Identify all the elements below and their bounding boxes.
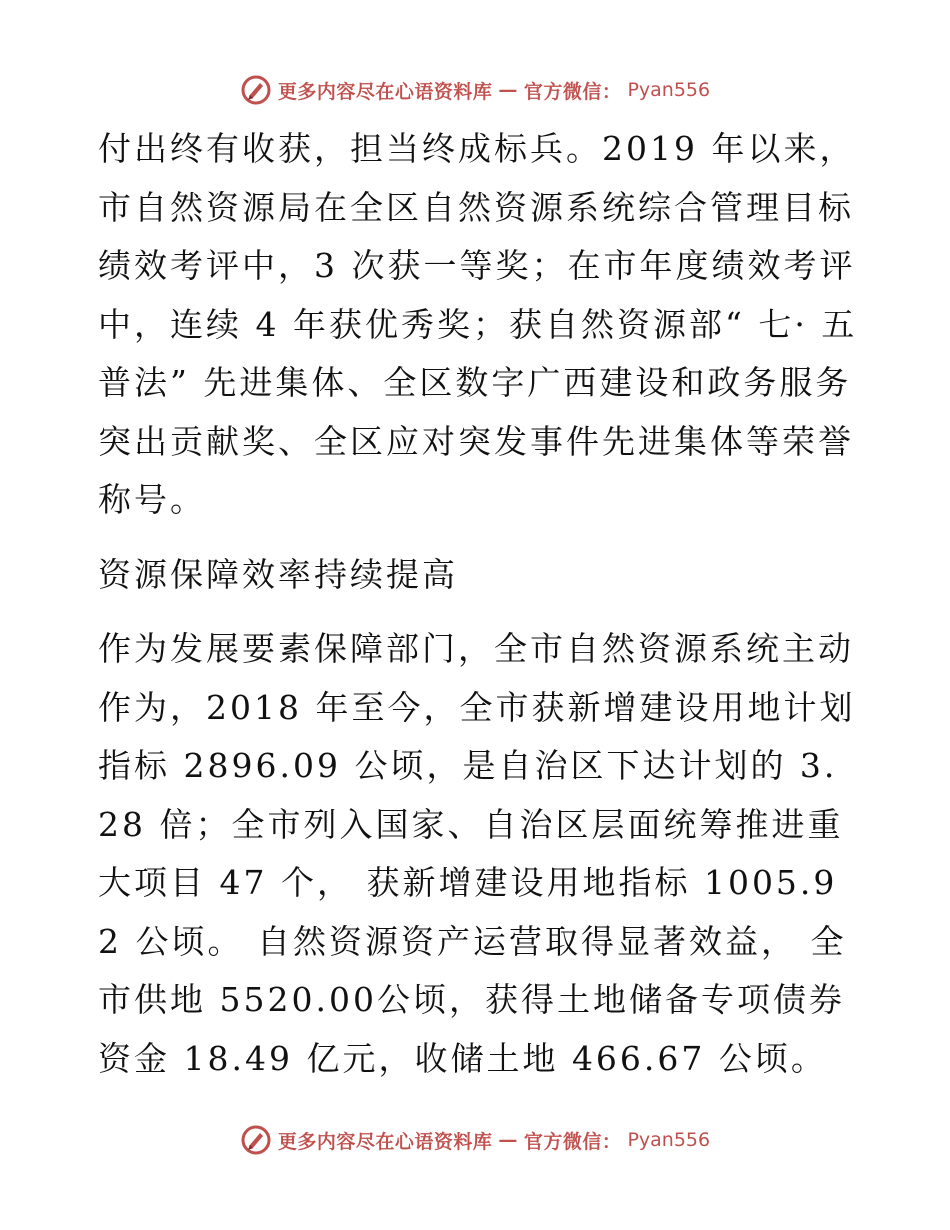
paragraph-achievements: 付出终有收获，担当终成标兵。2019 年以来，市自然资源局在全区自然资源系统综合管理目标绩效考评中，3 次获一等奖；在市年度绩效考评中，连续 4 年获优秀奖；获自然资源部“ 七· 五普法” 先进集体、全区数字广西建设和政务服务突出贡献奖、全区应对突发事件先进集体等荣誉称号。 bbox=[98, 129, 858, 519]
footer-watermark-banner bbox=[0, 1120, 950, 1160]
document-body bbox=[98, 120, 858, 1088]
banner-wechat-id: Pyan556 bbox=[627, 1129, 711, 1151]
section-heading: 资源保障效率持续提高 bbox=[98, 554, 458, 594]
pen-logo-icon bbox=[240, 74, 272, 106]
banner-separator: — bbox=[498, 1129, 518, 1151]
banner-separator: — bbox=[498, 79, 518, 101]
banner-wechat-label: 官方微信： bbox=[523, 80, 622, 103]
banner-site-text: 更多内容尽在心语资料库 bbox=[277, 1130, 493, 1153]
banner-wechat-label: 官方微信： bbox=[523, 1130, 622, 1153]
header-watermark-banner bbox=[0, 70, 950, 110]
banner-site-text: 更多内容尽在心语资料库 bbox=[277, 80, 493, 103]
paragraph-resource-guarantee: 作为发展要素保障部门，全市自然资源系统主动作为，2018 年至今，全市获新增建设用地计划指标 2896.09 公顷，是自治区下达计划的 3.28 倍；全市列入国家、自治区层面统筹推进重大项目 47 个， 获新增建设用地指标 1005.92 公顷。 自然资源资产运营取得显著效益， 全市供地 5520.00公顷，获得土地储备专项债券资金 18.49 亿元，收储土地 466.67 公顷。 bbox=[98, 629, 856, 1078]
pen-logo-icon bbox=[240, 1124, 272, 1156]
banner-wechat-id: Pyan556 bbox=[627, 79, 711, 101]
